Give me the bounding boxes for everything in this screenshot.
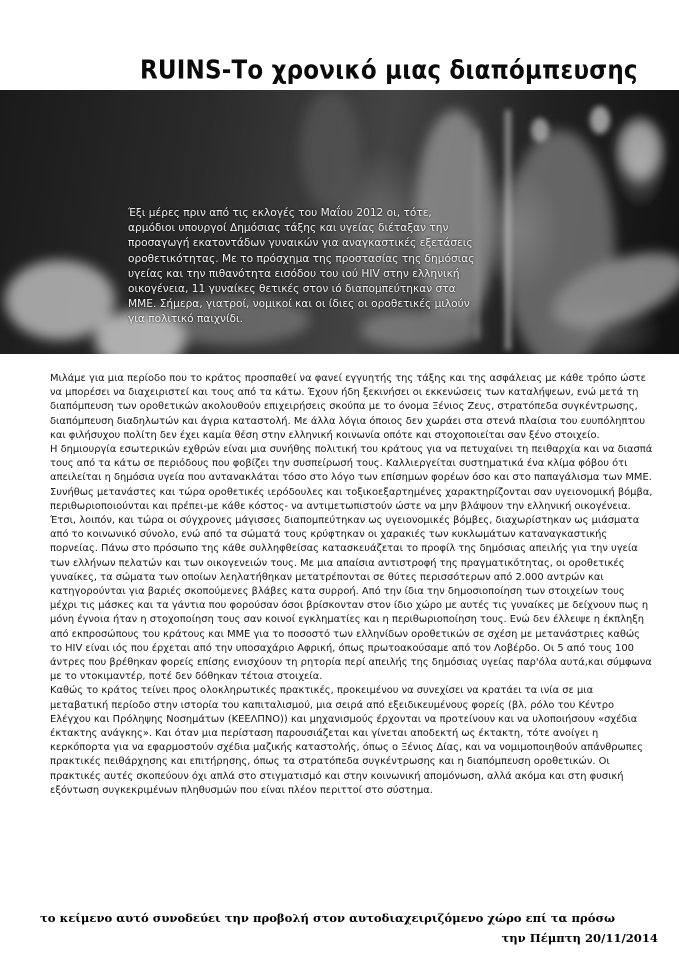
article-paragraph: Μιλάμε για μια περίοδο που το κράτος προσπαθεί να φανεί εγγυητής της τάξης και της ασφάλειας με κάθε τρόπο ώστε να μπορέσει να διαχειριστεί και τους από τα κάτω. Έχουν ήδη ξεκινήσει οι εκκενώσεις των καταλήψεων, ενώ μετά τη διαπόμπευση των οροθετικών ακολουθούν επιχειρήσεις σκούπα με το όνομα Ξένιος Ζευς, στρατόπεδα συγκέντρωσης, διαπόμπευση διαδηλωτών και άγρια καταστολή. Με άλλα λόγια όποιος δεν χωράει στα στενά πλαίσια του ευυπόληπτου και φιλήσυχου πολίτη δεν έχει καμία θέση στην ελληνική κοινωνία οπότε και στοχοποιείται σαν ξένο στοιχείο. bbox=[50, 373, 647, 441]
footer-note bbox=[40, 908, 658, 948]
footer-date: την Πέμπτη 20/11/2014 bbox=[501, 931, 658, 945]
page-title: RUINS-Το χρονικό μιας διαπόμπευσης bbox=[140, 56, 638, 86]
article-paragraph: Η δημιουργία εσωτερικών εχθρών είναι μια συνήθης πολιτική του κράτους για να πετυχαίνει τη πειθαρχία και να διασπά τους από τα κάτω σε περιόδους που φοβίζει την συσπείρωσή τους. Καλλιεργείται συστηματικά ένα κλίμα φόβου ότι απειλείται η δημόσια υγεία που αντανακλάται τόσο στο λόγο των επίσημων φορέων όσο και στο παπαγάλισμα των ΜΜΕ. Συνήθως μετανάστες και τώρα οροθετικές ιερόδουλες και τοξικοεξαρτημένες χαρακτηρίζονται σαν υγειονομική βόμβα, περιθωριοποιούνται και πρέπει-με κάθε κόστος- να αντιμετωπιστούν ώστε να μην βλάψουν την ελληνική οικογένεια. bbox=[50, 444, 653, 512]
article-paragraph: Έτσι, λοιπόν, και τώρα οι σύγχρονες μάγισσες διαπομπεύτηκαν ως υγειονομικές βόμβες, διαχωρίστηκαν ως μιάσματα από το κοινωνικό σύνολο, ενώ από τα σώματά τους κρύφτηκαν οι χαρακιές των κυκλωμάτων καταναγκαστικής πορνείας. Πάνω στο πρόσωπο της κάθε συλληφθείσας κατασκευάζεται το προφίλ της δημόσιας απειλής για την υγεία των ελλήνων πελατών και των οικογενειών τους. Με μια απαίσια αντιστροφή της πραγματικότητας, οι οροθετικές γυναίκες, τα σώματα των οποίων λεηλατήθηκαν μετατρέπονται σε θύτες περισσότερων από 2.000 αντρών και κατηγορούνται για βαριές σκοπούμενες βλάβες κατα συρροή. Από την ίδια την δημοσιοποίηση των στοιχείων τους μέχρι τις μάσκες και τα γάντια που φορούσαν όσοι βρίσκονταν στον ίδιο χώρο με αυτές τις γυναίκες με δείχνουν πως η μόνη έγνοια ήταν η στοχοποίηση τους σαν κοινοί εγκληματίες και η περιθωριοποίηση τους. Ενώ δεν έλλειψε η έκπληξη από εκπροσώπους του κράτους και ΜΜΕ για το ποσοστό των ελληνίδων οροθετικών σε σχέση με μετανάστριες καθώς το HIV είναι ιός που έρχεται από την υποσαχάριο Αφρική, όπως πρωτοακούσαμε από τον Λοβέρδο. Οι 5 από τους 100 άντρες που βρέθηκαν φορείς επίσης ενισχύουν τη ρητορία περί απειλής της δημόσιας υγείας παρ'όλα αυτά,και σύμφωνα με το ντοκιμαντέρ, ποτέ δεν δόθηκαν τέτοια στοιχεία. bbox=[50, 515, 652, 683]
footer-line-1: το κείμενο αυτό συνοδεύει την προβολή στον αυτοδιαχειριζόμενο χώρο επί τα πρόσω bbox=[40, 911, 616, 925]
article-body bbox=[50, 372, 654, 798]
article-paragraph: Καθώς το κράτος τείνει προς ολοκληρωτικές πρακτικές, προκειμένου να συνεχίσει να κρατάει τα ινία σε μια μεταβατική περίοδο στην ιστορία του καπιταλισμού, μια σειρά από εξειδικευμένους φορείς (βλ. ρόλο του Κέντρο Ελέγχου και Πρόληψης Νοσημάτων (ΚΕΕΛΠΝΟ)) και μηχανισμούς έρχονται να προτείνουν και να υλοποιήσουν «σχέδια έκτακτης ανάγκης». Και όταν μια περίσταση παρουσιάζεται και γίνεται αποδεκτή ως έκτακτη, τότε ανοίγει η κερκόπορτα για να εφαρμοστούν σχέδια μαζικής καταστολής, όπως ο Ξένιος Δίας, και να νομιμοποιηθούν απάνθρωπες πρακτικές πειθάρχησης και επιτήρησης, όπως τα στρατόπεδα συγκέντρωσης και η διαπόμπευση οροθετικών. Οι πρακτικές αυτές σκοπεύουν όχι απλά στο στιγματισμό και στην κοινωνική απομόνωση, αλλά ακόμα και στη φυσική εξόντωση συγκεκριμένων πληθυσμών που είναι πλέον περιττοί στο σύστημα. bbox=[50, 685, 643, 796]
intro-text: Έξι μέρες πριν από τις εκλογές του Μαΐου 2012 οι, τότε, αρμόδιοι υπουργοί Δημόσιας τάξης και υγείας διέταξαν την προσαγωγή εκατοντάδων γυναικών για αναγκαστικές εξετάσεις οροθετικότητας. Με το πρόσχημα της προστασίας της δημόσιας υγείας και την πιθανότητα εισόδου του ιού HIV στην ελληνική οικογένεια, 11 γυναίκες θετικές στον ιό διαπομπεύτηκαν στα ΜΜΕ. Σήμερα, γιατροί, νομικοί και οι ίδιες οι οροθετικές μιλούν για πολιτικό παιχνίδι. bbox=[128, 207, 475, 326]
hero-photo bbox=[0, 90, 679, 354]
